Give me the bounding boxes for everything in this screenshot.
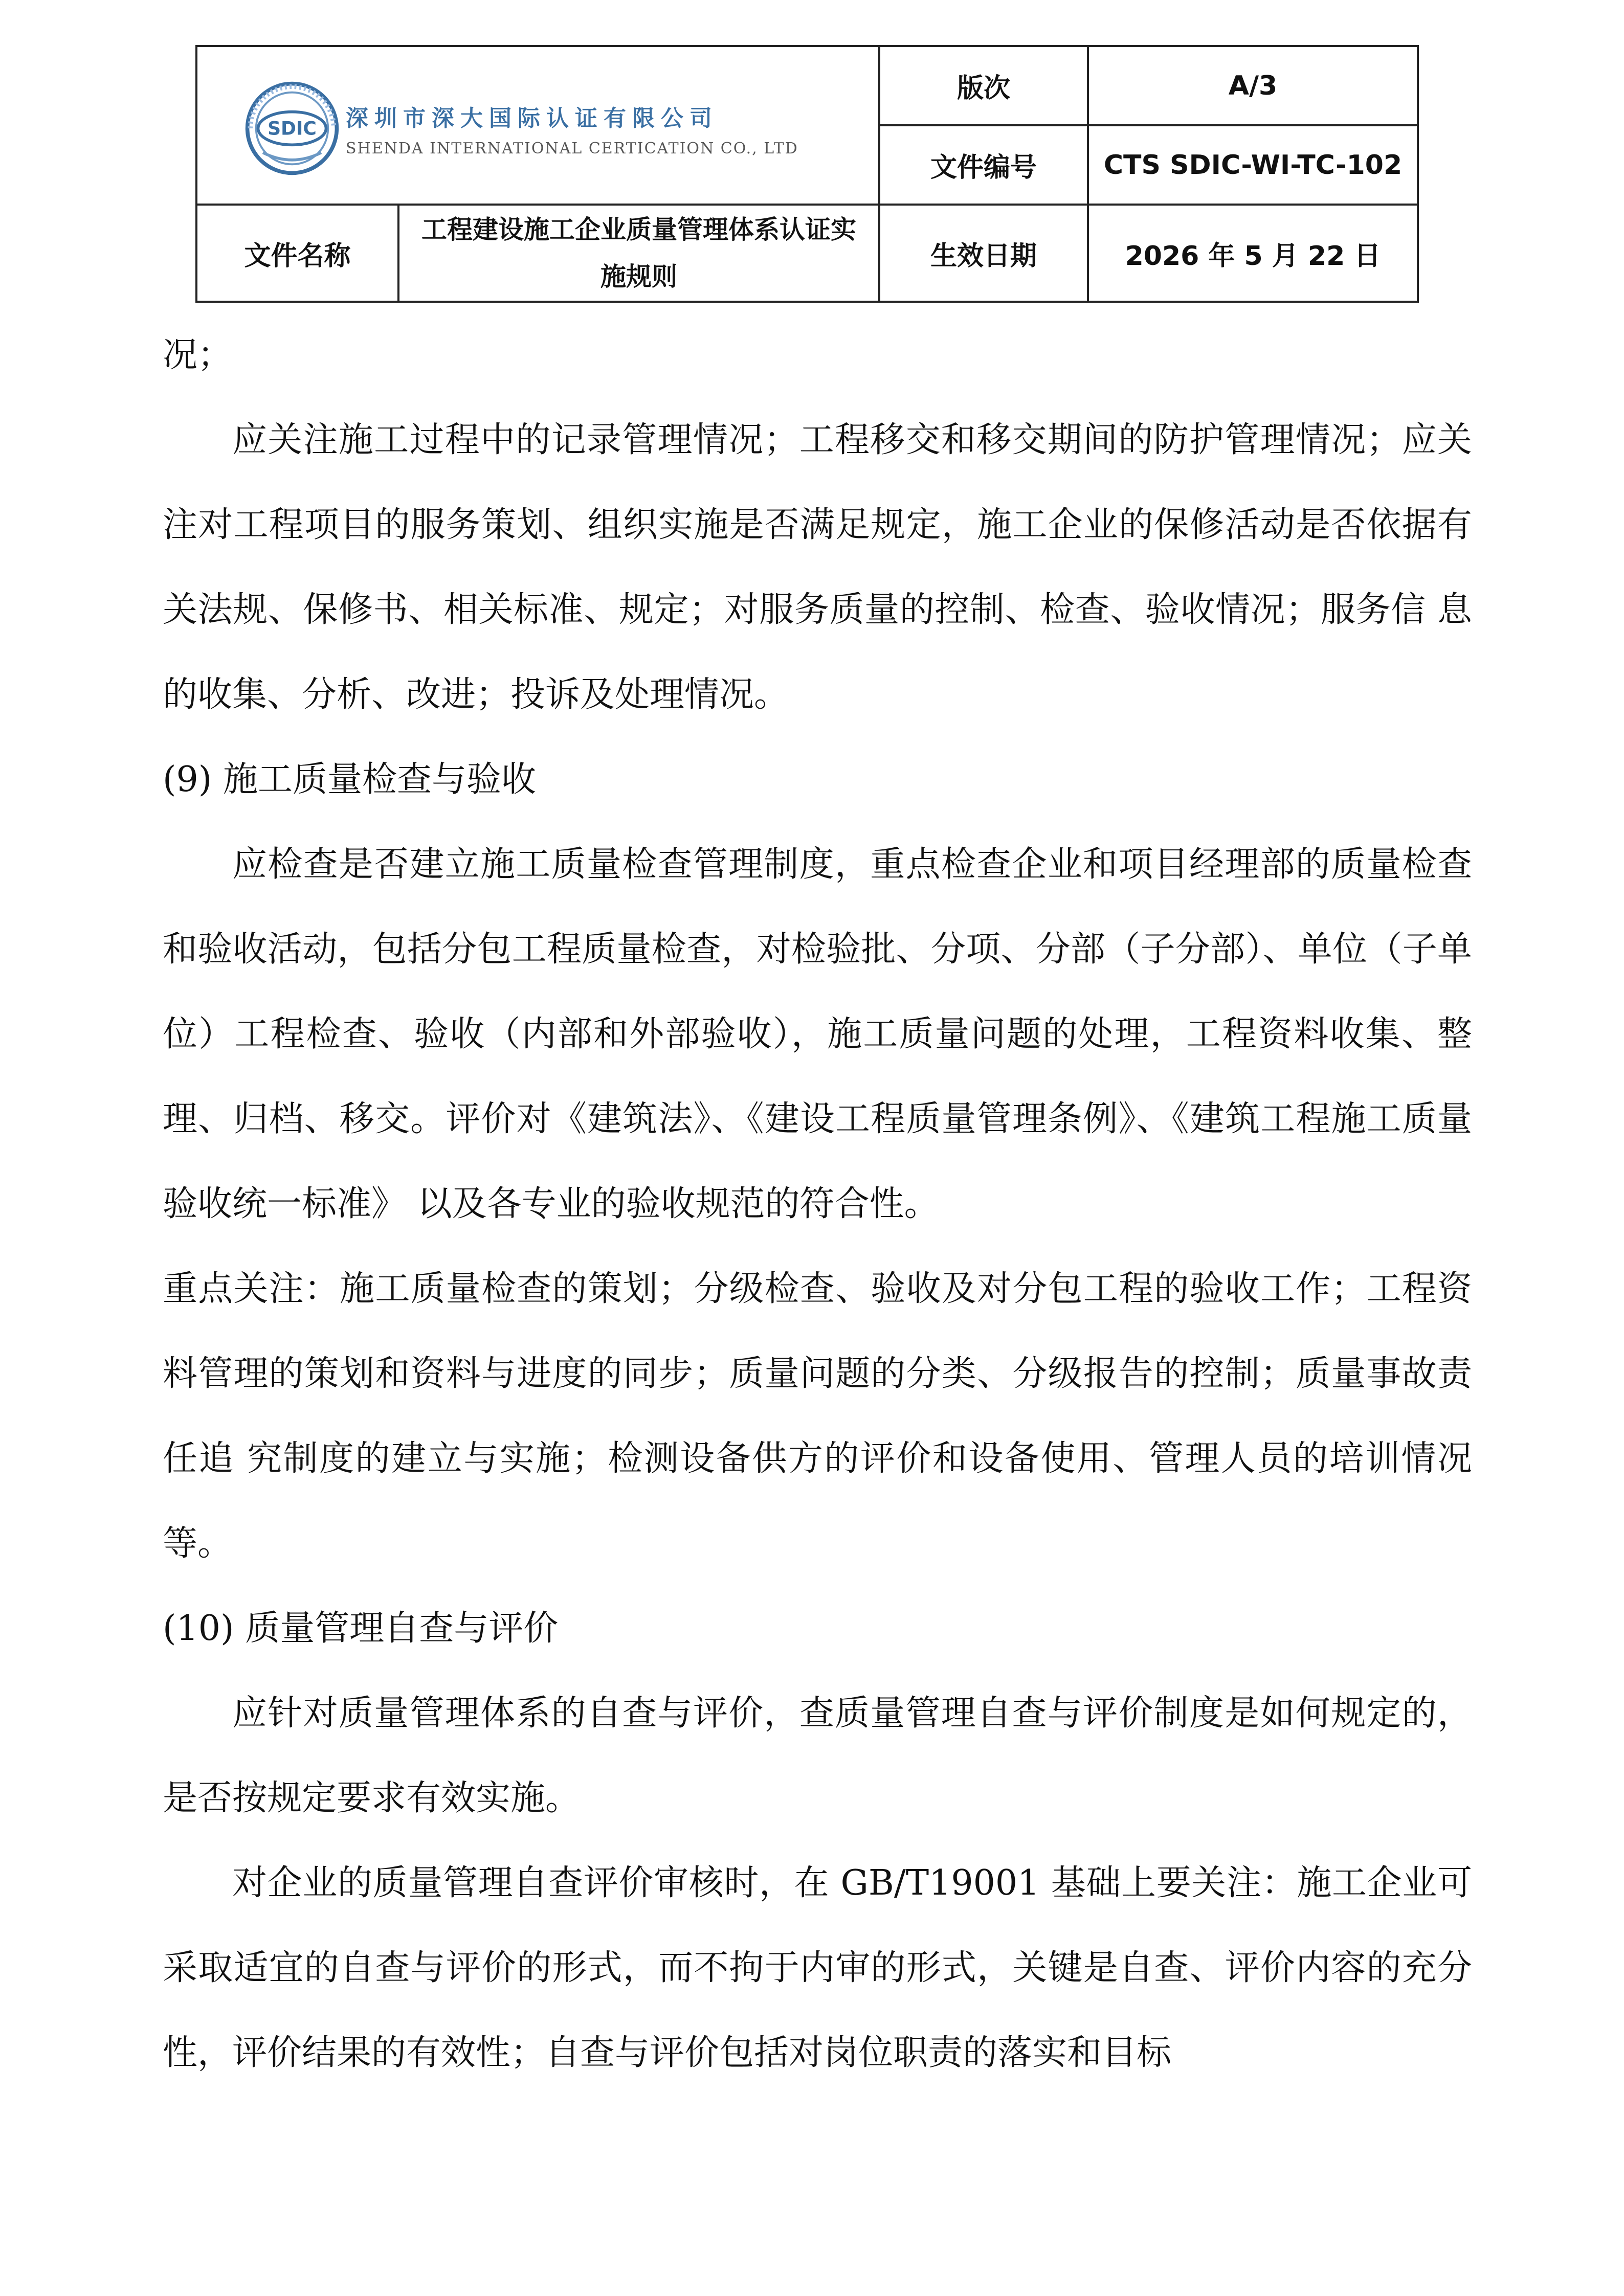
paragraph-self-inspection: 应针对质量管理体系的自查与评价，查质量管理自查与评价制度是如何规定的，是否按规定要求有效实施。 <box>163 1693 1472 1818</box>
svg-text:SDIC: SDIC <box>268 118 317 140</box>
document-body <box>163 313 1472 2096</box>
document-name-value: 工程建设施工企业质量管理体系认证实施规则 <box>398 205 879 302</box>
paragraph-records-management: 应关注施工过程中的记录管理情况；工程移交和移交期间的防护管理情况；应关注对工程项目的服务策划、组织实施是否满足规定，施工企业的保修活动是否依据有关法规、保修书、相关标准、规定；对服务质量的控制、检查、验收情况；服务信 息的收集、分析、改进；投诉及处理情况。 <box>163 420 1472 715</box>
paragraph-key-focus: 重点关注：施工质量检查的策划；分级检查、验收及对分包工程的验收工作；工程资 料管理的策划和资料与进度的同步；质量问题的分类、分级报告的控制；质量事故责任追 究制度的建立与实施；检测设备供方的评价和设备使用、管理人员的培训情况等。 <box>163 1269 1472 1564</box>
company-name-cn: 深圳市深大国际认证有限公司 <box>346 105 718 131</box>
document-name-label: 文件名称 <box>196 205 398 302</box>
version-value: A/3 <box>1088 46 1418 125</box>
paragraph-audit-focus: 对企业的质量管理自查评价审核时，在 GB/T19001 基础上要关注：施工企业可采取适宜的自查与评价的形式，而不拘于内审的形式，关键是自查、评价内容的充分性，评价结果的有效性；自查与评价包括对岗位职责的落实和目标 <box>163 1863 1472 2073</box>
section-heading-9: (9) 施工质量检查与验收 <box>163 759 536 800</box>
effective-date-value: 2026 年 5 月 22 日 <box>1088 205 1418 302</box>
company-logo <box>243 80 798 177</box>
document-number-value: CTS SDIC-WI-TC-102 <box>1088 125 1418 205</box>
section-heading-10: (10) 质量管理自查与评价 <box>163 1608 559 1649</box>
effective-date-label: 生效日期 <box>879 205 1088 302</box>
version-label: 版次 <box>879 46 1088 125</box>
company-name-en: SHENDA INTERNATIONAL CERTICATION CO., LTD <box>346 139 798 157</box>
sdic-emblem-icon <box>243 80 341 177</box>
document-number-label: 文件编号 <box>879 125 1088 205</box>
company-logo-cell <box>196 46 879 205</box>
paragraph-quality-inspection: 应检查是否建立施工质量检查管理制度，重点检查企业和项目经理部的质量检查和验收活动，包括分包工程质量检查，对检验批、分项、分部（子分部）、单位（子单位）工程检查、验收（内部和外部验收），施工质量问题的处理，工程资料收集、整理、归档、移交。评价对《建筑法》、《建设工程质量管理条例》、《建筑工程施工质量验收统一标准》 以及各专业的验收规范的符合性。 <box>163 844 1472 1224</box>
document-header-table <box>195 45 1419 303</box>
paragraph-continuation: 况； <box>163 335 233 375</box>
